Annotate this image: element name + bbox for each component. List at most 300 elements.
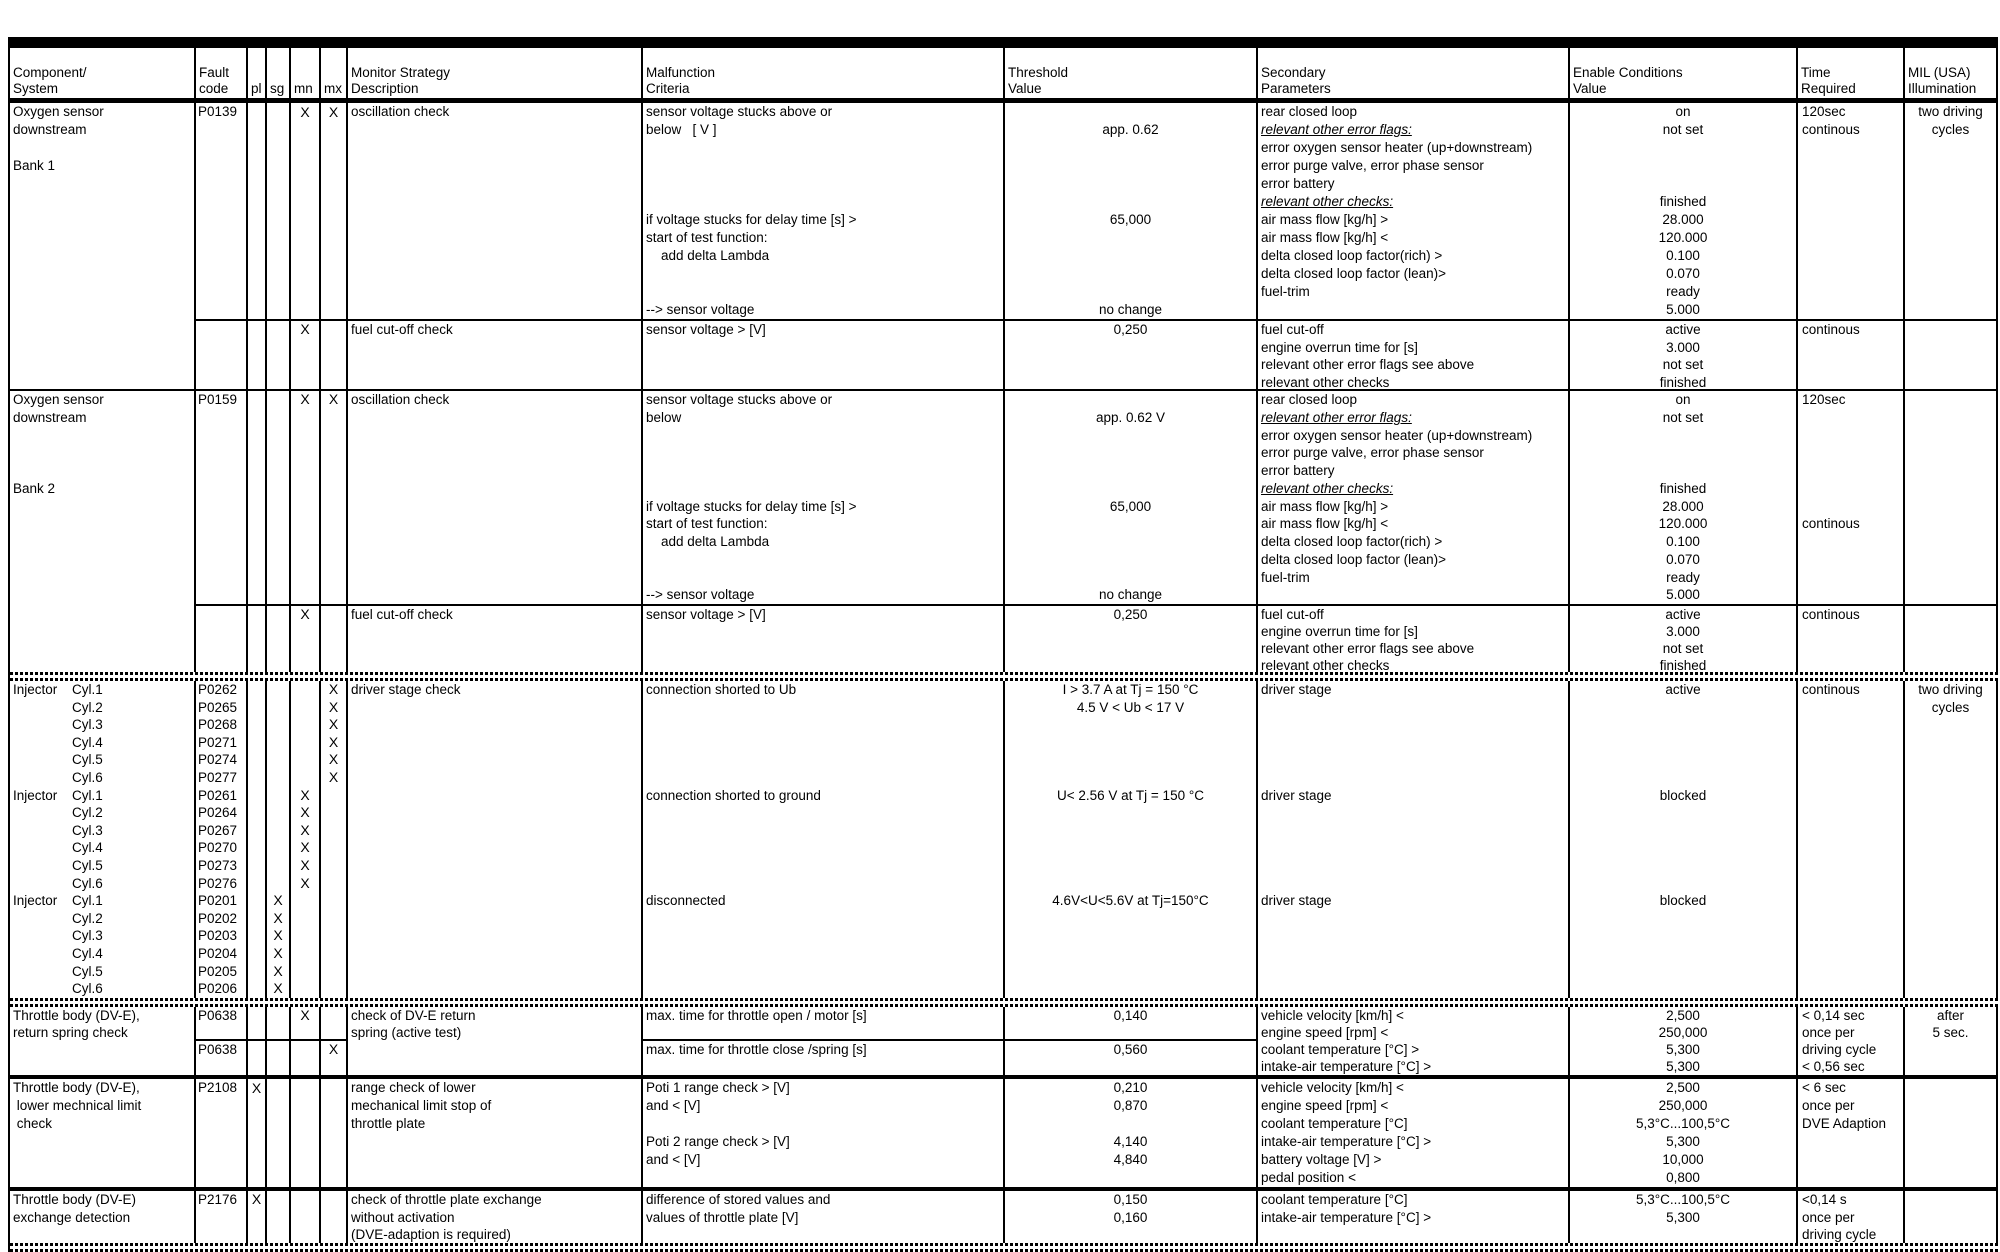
text-line: 0,160 — [1113, 1209, 1148, 1225]
text-line: P0262 — [198, 682, 238, 697]
cell-fault — [196, 391, 248, 604]
cell-pl — [248, 604, 267, 672]
cell-threshold — [1005, 391, 1258, 604]
text-line: P0274 — [198, 752, 238, 767]
text-line: P0265 — [198, 700, 238, 715]
text-line: 5,3°C...100,5°C — [1635, 1115, 1731, 1131]
text-line: fuel cut-off check — [351, 322, 453, 337]
x-mark: X — [328, 751, 339, 767]
text-line: oscillation check — [351, 392, 450, 407]
text-line: max. time for throttle close /spring [s] — [646, 1041, 867, 1057]
cell-malfunction — [643, 1007, 1005, 1075]
text-line: 120.000 — [1658, 230, 1708, 245]
text-line: driving cycle — [1802, 1041, 1877, 1057]
col-header-sg — [267, 48, 291, 98]
text-line: values of throttle plate [V] — [646, 1209, 799, 1225]
section-throttle-body-exchange-detection — [10, 1191, 1998, 1244]
text-line: after — [1936, 1007, 1964, 1023]
text-line: not set — [1662, 357, 1704, 372]
text-line: 5.000 — [1666, 587, 1700, 602]
cell-pl — [248, 1191, 267, 1244]
col-header-label: System — [13, 81, 59, 96]
text-line: fuel cut-off — [1261, 322, 1324, 337]
text-line: 120sec — [1802, 104, 1846, 119]
text-line: once per — [1802, 1097, 1855, 1113]
text-line: 10,000 — [1662, 1151, 1704, 1167]
table-top-border — [10, 37, 1998, 48]
cell-mx — [321, 681, 348, 998]
cell-sg — [267, 103, 291, 319]
cell-divider — [196, 1039, 246, 1041]
text-line: add delta Lambda — [646, 534, 770, 549]
x-mark: X — [300, 839, 310, 855]
cell-mn — [291, 1007, 321, 1075]
x-mark: X — [300, 875, 310, 891]
text-line: continous — [1802, 607, 1860, 622]
section-injectors-driver-stage — [10, 681, 1998, 998]
text-line: P0205 — [198, 964, 238, 979]
col-header-label: mn — [294, 81, 313, 96]
x-mark: X — [273, 945, 283, 961]
cell-sg — [267, 319, 291, 389]
cell-threshold — [1005, 604, 1258, 672]
text-line: error oxygen sensor heater (up+downstream) — [1261, 140, 1533, 155]
col-header-label: Value — [1573, 81, 1607, 96]
text-line: 3.000 — [1666, 340, 1700, 355]
col-header-label: Monitor Strategy — [351, 65, 451, 80]
text-line: relevant other error flags see above — [1261, 641, 1475, 656]
cell-divider — [248, 1039, 265, 1041]
cell-component — [10, 1079, 196, 1187]
text-line: 0,870 — [1113, 1097, 1148, 1113]
text-line: continous — [1802, 682, 1860, 697]
text-line: I > 3.7 A at Tj = 150 °C — [1062, 682, 1199, 697]
text-line: P2176 — [198, 1191, 238, 1207]
text-line: 65,000 — [1109, 212, 1152, 227]
x-mark: X — [273, 910, 283, 926]
text-line: Injector Cyl.1 — [13, 893, 103, 908]
text-line: P0277 — [198, 770, 238, 785]
text-line: 5,300 — [1666, 1209, 1700, 1225]
cell-mx — [321, 319, 348, 389]
text-line: intake-air temperature [°C] > — [1261, 1133, 1432, 1149]
x-mark: X — [328, 734, 339, 750]
col-header-enable — [1570, 48, 1798, 98]
text-line: intake-air temperature [°C] > — [1261, 1058, 1432, 1074]
cell-enable — [1570, 681, 1798, 998]
x-mark: X — [328, 391, 339, 407]
col-header-mx — [321, 48, 348, 98]
section-oxygen-sensor-bank2-oscillation — [10, 391, 1998, 604]
text-line: 0,140 — [1113, 1007, 1148, 1023]
section-separator — [10, 998, 1998, 1007]
x-mark: X — [300, 787, 310, 803]
cell-mx — [321, 391, 348, 604]
text-line: not set — [1662, 122, 1704, 137]
text-line: 5,300 — [1666, 1133, 1700, 1149]
x-mark: X — [328, 769, 339, 785]
cell-time — [1798, 604, 1905, 672]
x-mark: X — [300, 822, 310, 838]
text-line: relevant other checks — [1261, 658, 1390, 673]
cell-component: Injector Cyl.1 Cyl.2 Cyl.3 Cyl.4 Cyl.5 Cyl.6 Injector Cyl.1 Cyl.2 Cyl.3 Cyl.4 Cyl.5 Cyl.6 Injector Cyl.1 Cyl.2 Cyl.3 Cyl.4 Cyl.5 Cyl.6 — [10, 681, 196, 998]
col-header-malfunction — [643, 48, 1005, 98]
text-line: blocked — [1659, 788, 1707, 803]
text-line: Throttle body (DV-E), — [13, 1079, 140, 1095]
text-line: below [ V ] — [646, 122, 717, 137]
text-line: relevant other checks: — [1261, 481, 1394, 496]
text-line: air mass flow [kg/h] < — [1261, 516, 1389, 531]
text-line: sensor voltage > [V] — [646, 322, 766, 337]
text-line: downstream — [13, 410, 87, 425]
text-line: check of DV-E return — [351, 1007, 476, 1023]
cell-mn — [291, 604, 321, 672]
cell-malfunction — [643, 319, 1005, 389]
cell-malfunction — [643, 1191, 1005, 1244]
cell-threshold — [1005, 681, 1258, 998]
text-line: 4.6V<U<5.6V at Tj=150°C — [1052, 893, 1209, 908]
text-line: coolant temperature [°C] — [1261, 1191, 1408, 1207]
x-mark: X — [273, 892, 283, 908]
x-mark: X — [300, 804, 310, 820]
cell-mil — [1905, 1079, 1998, 1187]
text-line: P0204 — [198, 946, 238, 961]
text-line: if voltage stucks for delay time [s] > — [646, 499, 857, 514]
x-mark: X — [328, 716, 339, 732]
text-line: 0,560 — [1113, 1041, 1148, 1057]
cell-threshold — [1005, 1007, 1258, 1075]
fault-table — [8, 37, 1998, 1252]
text-line: < 0,56 sec — [1802, 1058, 1865, 1074]
cell-sg — [267, 604, 291, 672]
text-line: without activation — [351, 1209, 455, 1225]
text-line: driver stage — [1261, 893, 1332, 908]
text-line: <0,14 s — [1802, 1191, 1847, 1207]
col-header-label: Parameters — [1261, 81, 1331, 96]
cell-threshold — [1005, 1191, 1258, 1244]
text-line: P0264 — [198, 805, 238, 820]
text-line: check — [13, 1115, 53, 1131]
text-line: P0638 — [198, 1041, 238, 1057]
text-line: P0202 — [198, 911, 238, 926]
text-line: relevant other checks: — [1261, 194, 1394, 209]
cell-mn — [291, 681, 321, 998]
text-line: oscillation check — [351, 104, 450, 119]
text-line: connection shorted to Ub — [646, 682, 797, 697]
cell-divider — [291, 1039, 319, 1041]
cell-monitor — [348, 319, 643, 389]
text-line: U< 2.56 V at Tj = 150 °C — [1057, 788, 1204, 803]
cell-divider — [267, 1039, 289, 1041]
cell-enable — [1570, 103, 1798, 319]
cell-threshold — [1005, 103, 1258, 319]
text-line: active — [1665, 607, 1701, 622]
text-line: rear closed loop — [1261, 392, 1358, 407]
text-line: P0276 — [198, 876, 238, 891]
cell-mil — [1905, 319, 1998, 389]
col-header-label: pl — [251, 81, 262, 96]
cell-secondary — [1258, 1191, 1570, 1244]
text-line: finished — [1659, 194, 1707, 209]
text-line: active — [1665, 682, 1701, 697]
text-line: < 0,14 sec — [1802, 1007, 1865, 1023]
text-line: 0.100 — [1666, 248, 1700, 263]
cell-sg — [267, 1007, 291, 1075]
cell-mil — [1905, 604, 1998, 672]
text-line: Poti 1 range check > [V] — [646, 1079, 790, 1095]
text-line: delta closed loop factor(rich) > — [1261, 248, 1443, 263]
x-mark: X — [300, 1006, 310, 1023]
cell-mn — [291, 1191, 321, 1244]
cell-monitor — [348, 604, 643, 672]
text-line: air mass flow [kg/h] > — [1261, 499, 1389, 514]
text-line: 5,3°C...100,5°C — [1635, 1191, 1731, 1207]
col-header-time — [1798, 48, 1905, 98]
text-line: spring (active test) — [351, 1024, 462, 1040]
col-header-label: Description — [351, 81, 419, 96]
text-line: 3.000 — [1666, 624, 1700, 639]
cell-time — [1798, 1007, 1905, 1075]
text-line: P0159 — [198, 392, 238, 407]
text-line: active — [1665, 322, 1701, 337]
col-header-label: code — [199, 81, 229, 96]
text-line: battery voltage [V] > — [1261, 1151, 1382, 1167]
cell-pl — [248, 319, 267, 389]
text-line: continous — [1802, 122, 1860, 137]
text-line: sensor voltage > [V] — [646, 607, 766, 622]
text-line: P0270 — [198, 840, 238, 855]
text-line: no change — [1098, 302, 1163, 317]
text-line: relevant other checks — [1261, 375, 1390, 390]
text-line: 2,500 — [1666, 1079, 1700, 1095]
text-line: 250,000 — [1658, 1024, 1708, 1040]
cell-monitor — [348, 1007, 643, 1075]
cell-time — [1798, 1079, 1905, 1187]
cell-mil — [1905, 681, 1998, 998]
cell-mx — [321, 1191, 348, 1244]
text-line: P0638 — [198, 1007, 238, 1023]
text-line: 0.100 — [1666, 534, 1700, 549]
cell-mn — [291, 391, 321, 604]
text-line: fuel-trim — [1261, 284, 1310, 299]
text-line: intake-air temperature [°C] > — [1261, 1209, 1432, 1225]
text-line: 120.000 — [1658, 516, 1708, 531]
text-line: and < [V] — [646, 1097, 701, 1113]
cell-mx — [321, 1007, 348, 1075]
text-line: finished — [1659, 658, 1707, 673]
cell-monitor — [348, 1079, 643, 1187]
text-line: disconnected — [646, 893, 726, 908]
text-line: on — [1675, 104, 1691, 119]
text-line: finished — [1659, 481, 1707, 496]
cell-pl — [248, 1007, 267, 1075]
col-header-pl — [248, 48, 267, 98]
cell-secondary — [1258, 103, 1570, 319]
text-line: delta closed loop factor (lean)> — [1261, 552, 1446, 567]
text-line: downstream — [13, 122, 87, 137]
section-oxygen-sensor-bank1-fuel-cutoff — [10, 319, 1998, 389]
text-line: once per — [1802, 1209, 1855, 1225]
cell-component — [10, 604, 196, 672]
text-line: continous — [1802, 516, 1860, 531]
x-mark: X — [273, 927, 283, 943]
text-line: start of test function: — [646, 516, 768, 531]
text-line: if voltage stucks for delay time [s] > — [646, 212, 857, 227]
col-header-label: Value — [1008, 81, 1042, 96]
x-mark: X — [300, 857, 310, 873]
cell-threshold — [1005, 1079, 1258, 1187]
text-line: driver stage — [1261, 682, 1332, 697]
text-line: --> sensor voltage — [646, 587, 755, 602]
text-line: engine speed [rpm] < — [1261, 1024, 1389, 1040]
text-line: delta closed loop factor (lean)> — [1261, 266, 1446, 281]
text-line: < 6 sec — [1802, 1079, 1846, 1095]
cell-component — [10, 1007, 196, 1075]
text-line: coolant temperature [°C] — [1261, 1115, 1408, 1131]
text-line: 0,210 — [1113, 1079, 1148, 1095]
text-line: Throttle body (DV-E), — [13, 1007, 140, 1023]
text-line: driver stage check — [351, 682, 461, 697]
cell-enable — [1570, 1007, 1798, 1075]
cell-enable — [1570, 1191, 1798, 1244]
cell-time — [1798, 103, 1905, 319]
text-line: P0206 — [198, 981, 238, 996]
x-mark: X — [300, 104, 310, 120]
text-line: driving cycle — [1802, 1226, 1877, 1242]
cell-monitor — [348, 391, 643, 604]
col-header-monitor — [348, 48, 643, 98]
cell-malfunction — [643, 391, 1005, 604]
section-oxygen-sensor-bank2-fuel-cutoff — [10, 604, 1998, 672]
col-header-label: Time — [1801, 65, 1831, 80]
cell-enable — [1570, 1079, 1798, 1187]
text-line: continous — [1802, 322, 1860, 337]
text-line: rear closed loop — [1261, 104, 1358, 119]
cell-mx — [321, 1079, 348, 1187]
text-line: not set — [1662, 641, 1704, 656]
cell-fault — [196, 1079, 248, 1187]
text-line: and < [V] — [646, 1151, 701, 1167]
text-line: P0261 — [198, 788, 238, 803]
x-mark: X — [251, 1190, 262, 1207]
cell-time — [1798, 391, 1905, 604]
cell-fault — [196, 103, 248, 319]
text-line: air mass flow [kg/h] < — [1261, 230, 1389, 245]
cell-mx — [321, 103, 348, 319]
text-line: P0203 — [198, 928, 238, 943]
text-line: cycles — [1931, 700, 1970, 715]
col-header-label: Component/ — [13, 65, 87, 80]
text-line: check of throttle plate exchange — [351, 1191, 542, 1207]
x-mark: X — [251, 1079, 262, 1096]
text-line: relevant other error flags: — [1261, 410, 1412, 425]
cell-divider — [1005, 1039, 1256, 1041]
text-line: fuel cut-off check — [351, 607, 453, 622]
text-line: (DVE-adaption is required) — [351, 1226, 511, 1242]
text-line: sensor voltage stucks above or — [646, 392, 833, 407]
section-throttle-body-lower-limit — [10, 1079, 1998, 1187]
text-line: 0,150 — [1113, 1191, 1148, 1207]
cell-time — [1798, 681, 1905, 998]
cell-enable — [1570, 604, 1798, 672]
col-header-label: Required — [1801, 81, 1856, 96]
cell-enable — [1570, 391, 1798, 604]
text-line: pedal position < — [1261, 1169, 1356, 1185]
cell-sg — [267, 681, 291, 998]
text-line: start of test function: — [646, 230, 768, 245]
cell-mil — [1905, 1007, 1998, 1075]
text-line: error battery — [1261, 463, 1335, 478]
text-line: error oxygen sensor heater (up+downstream) — [1261, 428, 1533, 443]
text-line: P0267 — [198, 823, 238, 838]
text-line: P0273 — [198, 858, 238, 873]
text-line: no change — [1098, 587, 1163, 602]
cell-mil — [1905, 1191, 1998, 1244]
text-line: delta closed loop factor(rich) > — [1261, 534, 1443, 549]
cell-mil — [1905, 103, 1998, 319]
cell-secondary — [1258, 319, 1570, 389]
section-throttle-body-return-spring — [10, 1007, 1998, 1075]
text-line: 0,250 — [1113, 322, 1148, 337]
text-line: max. time for throttle open / motor [s] — [646, 1007, 867, 1023]
col-header-fault — [196, 48, 248, 98]
text-line: ready — [1666, 284, 1700, 299]
text-line: on — [1675, 392, 1691, 407]
cell-monitor — [348, 103, 643, 319]
text-line: 28.000 — [1662, 499, 1704, 514]
text-line: P0201 — [198, 893, 238, 908]
text-line: app. 0.62 — [1102, 122, 1159, 137]
text-line: 5 sec. — [1932, 1024, 1969, 1040]
text-line: Injector Cyl.1 — [13, 682, 103, 697]
cell-mx — [321, 604, 348, 672]
text-line: Poti 2 range check > [V] — [646, 1133, 790, 1149]
cell-divider — [321, 1039, 346, 1041]
x-mark: X — [300, 321, 310, 337]
text-line: ready — [1666, 570, 1700, 585]
text-line: relevant other error flags: — [1261, 122, 1412, 137]
section-oxygen-sensor-bank1-oscillation — [10, 103, 1998, 319]
cell-malfunction — [643, 604, 1005, 672]
text-line: engine overrun time for [s] — [1261, 340, 1418, 355]
text-line: P0268 — [198, 717, 238, 732]
text-line: vehicle velocity [km/h] < — [1261, 1079, 1404, 1095]
text-line: add delta Lambda — [646, 248, 770, 263]
text-line: two driving — [1918, 104, 1983, 119]
text-line: fuel cut-off — [1261, 607, 1324, 622]
text-line: app. 0.62 V — [1095, 410, 1166, 425]
col-header-label: MIL (USA) — [1908, 65, 1971, 80]
col-header-label: Enable Conditions — [1573, 65, 1683, 80]
text-line: not set — [1662, 410, 1704, 425]
text-line: connection shorted to ground — [646, 788, 821, 803]
col-header-label: Fault — [199, 65, 230, 80]
text-line: Bank 2 — [13, 481, 56, 496]
text-line: relevant other error flags see above — [1261, 357, 1475, 372]
cell-pl — [248, 103, 267, 319]
text-line: once per — [1802, 1024, 1855, 1040]
col-header-label: Illumination — [1908, 81, 1977, 96]
cell-secondary — [1258, 1079, 1570, 1187]
text-line: 0,250 — [1113, 607, 1148, 622]
cell-mil — [1905, 391, 1998, 604]
cell-sg — [267, 1191, 291, 1244]
text-line: return spring check — [13, 1024, 128, 1040]
text-line: Throttle body (DV-E) — [13, 1191, 137, 1207]
col-header-secondary — [1258, 48, 1570, 98]
text-line: 5.000 — [1666, 302, 1700, 317]
text-line: 4,140 — [1113, 1133, 1148, 1149]
